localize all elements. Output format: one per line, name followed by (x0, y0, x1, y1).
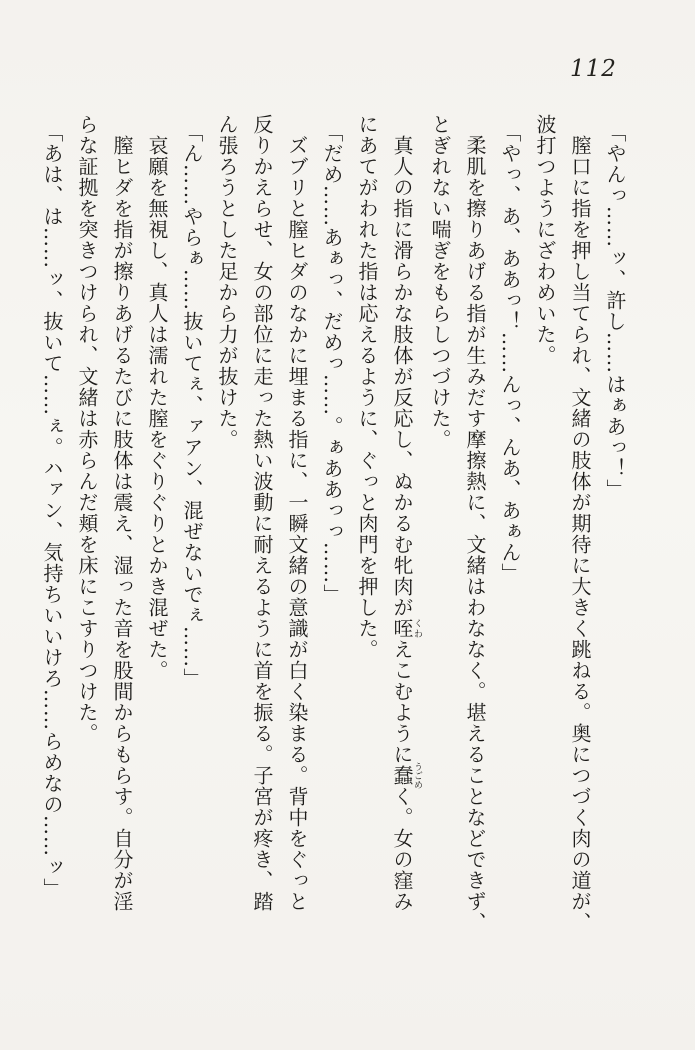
text-column: 膣ヒダを指が擦りあげるたびに肢体は震え、湿った音を股間からもらす。自分が淫 (110, 114, 134, 912)
text-column: 哀願を無視し、真人は濡れた膣をぐりぐりとかき混ぜた。 (145, 114, 169, 681)
text-segment: く。女の窪み (390, 786, 414, 912)
text-column: とぎれない喘ぎをもらしつづけた。 (428, 114, 452, 450)
ruby-text: くわ (412, 618, 422, 639)
page-number: 112 (570, 56, 617, 82)
text-segment: 真人の指に滑らかな肢体が反応し、ぬかるむ牝肉が (390, 114, 414, 618)
text-column: 柔肌を擦りあげる指が生みだす摩擦熱に、文緒はわななく。堪えることなどできず、 (463, 114, 487, 933)
text-column: にあてがわれた指は応えるように、ぐっと肉門を押した。 (355, 114, 379, 660)
vertical-text-block (34, 114, 632, 962)
text-column: 「やんっ……ッ、許し……はぁあっ！」 (603, 122, 627, 500)
ruby-base: 咥 (390, 618, 414, 639)
text-segment: えこむように (390, 639, 414, 765)
text-column: ズブリと膣ヒダのなかに埋まる指に、一瞬文緒の意識が白く染まる。背中をぐっと (285, 114, 309, 912)
text-column: 「だめ……あぁっ、だめっ……。ぁああっっ……」 (320, 122, 344, 605)
text-column: 反りかえらせ、女の部位に走った熱い波動に耐えるように首を振る。子宮が疼き、踏 (250, 114, 274, 912)
text-column-with-furigana (384, 114, 422, 962)
furigana-kuwae (390, 618, 422, 639)
text-column: 「ん……やらぁ……抜いてぇ、ァアン、混ぜないでぇ……」 (180, 122, 204, 689)
text-column: 「あは、は……ッ、抜いて……ぇ。ハァン、気持ちいいけろ……らめなの……ッ」 (40, 122, 64, 899)
text-column: 波打つようにざわめいた。 (533, 114, 557, 366)
furigana-ugomeku (390, 762, 422, 789)
text-column: 膣口に指を押し当てられ、文緒の肢体が期待に大きく跳ねる。奥につづく肉の道が、 (568, 114, 592, 933)
text-column: らな証拠を突きつけられ、文緒は赤らんだ頬を床にこすりつけた。 (75, 114, 99, 744)
ruby-text: うごめ (412, 762, 422, 789)
text-column: ん張ろうとした足から力が抜けた。 (215, 114, 239, 450)
ruby-base: 蠢 (390, 762, 414, 789)
text-column: 「やっ、あ、ああっ！……んっ、んあ、あぁん」 (498, 122, 522, 584)
